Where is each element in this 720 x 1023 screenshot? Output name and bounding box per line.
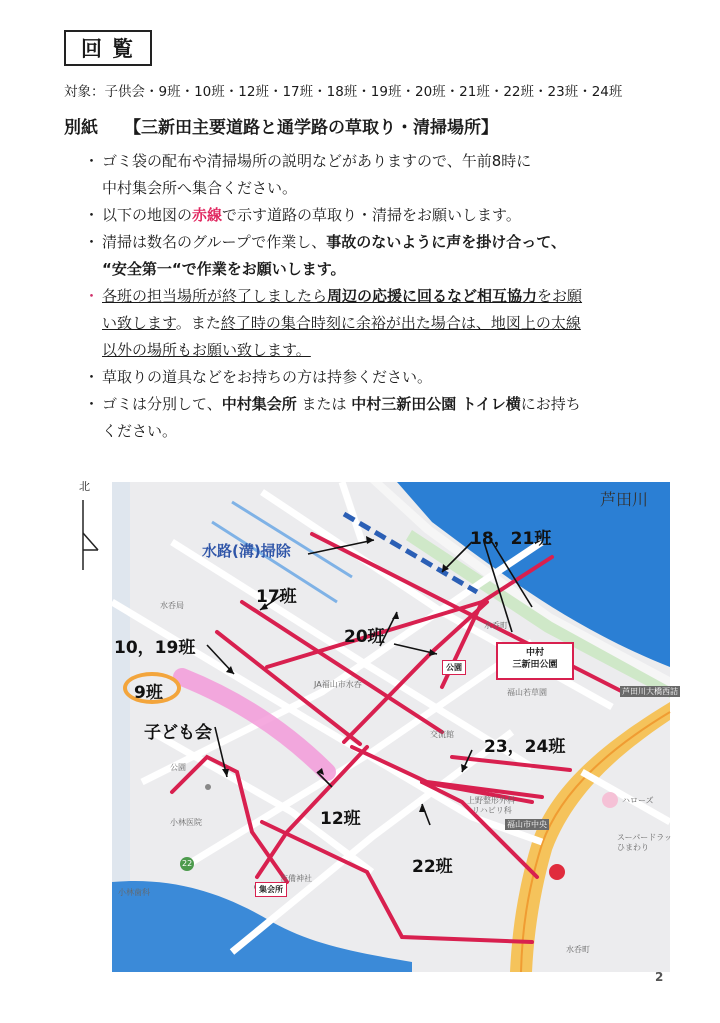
item-text: い致します — [102, 314, 176, 332]
group-20-label: 20班 — [344, 627, 385, 647]
group-22-label: 22班 — [412, 857, 453, 877]
bold-text: 周辺の応援に回るなど相互協力 — [327, 287, 538, 305]
place-label: 水呑町 — [484, 621, 508, 630]
list-item — [84, 229, 684, 256]
group-12-label: 12班 — [320, 809, 361, 829]
bullet-dot: ・ — [84, 368, 100, 386]
target-groups: 対象：子供会・9班・10班・12班・17班・18班・19班・20班・21班・22班・23班・24班 — [64, 84, 623, 100]
group-9-label: 9班 — [134, 683, 163, 703]
place-label: 福山市中央 — [507, 820, 547, 829]
item-text: ゴミは分別して、 — [102, 395, 222, 413]
list-item — [84, 391, 684, 418]
bold-text: 中村集会所 — [221, 395, 297, 413]
bullet-dot: ・ — [84, 233, 100, 251]
bullet-dot: ・ — [84, 395, 100, 413]
place-label: リハビリ科 — [472, 806, 512, 815]
place-label: 芦田川大橋西詰 — [622, 687, 678, 696]
kodomokai-label: 子ども会 — [144, 723, 212, 743]
heading-prefix: 別紙 — [64, 118, 98, 138]
waterway-label: 水路(溝)掃除 — [202, 542, 291, 560]
bullet-dot: ・ — [84, 152, 100, 170]
place-label: ハローズ — [622, 796, 654, 805]
item-text: ゴミ袋の配布や清掃場所の説明などがありますので、午前8時に — [102, 152, 532, 170]
cleaning-area-map — [112, 482, 678, 972]
red-line-text: 赤線 — [192, 206, 223, 224]
item-text: をお願 — [537, 287, 583, 305]
list-item — [84, 283, 684, 310]
item-text: 清掃は数名のグループで作業し、 — [102, 233, 327, 251]
item-text: 終了時の集合時刻に余裕が出た場合は、地図上の太線 — [220, 314, 581, 332]
item-text: または — [296, 395, 352, 413]
item-text: 中村集会所へ集合ください。 — [102, 179, 298, 197]
list-item-continuation — [84, 175, 684, 202]
place-label: 福山若草園 — [507, 688, 547, 697]
place-label: JA福山市水呑 — [314, 680, 362, 689]
list-item-continuation — [84, 418, 684, 445]
group-17-label: 17班 — [256, 587, 297, 607]
harose-marker — [602, 792, 618, 808]
group-10-19-label: 10，19班 — [114, 638, 196, 658]
item-text: 以下の地図の — [102, 206, 193, 224]
page-title — [64, 113, 498, 138]
place-label: 交流館 — [430, 730, 454, 739]
bold-text: 事故のないように声を掛け合って、 — [326, 233, 566, 251]
place-label: 小林医院 — [170, 818, 202, 827]
item-text: ください。 — [102, 422, 178, 440]
park-marker: 公園 — [442, 660, 466, 675]
place-label: スーパードラッ — [617, 833, 673, 842]
bullet-dot: ・ — [84, 206, 100, 224]
list-item — [84, 364, 684, 391]
item-text: 。また — [175, 314, 221, 332]
place-label: 小林歯科 — [118, 888, 150, 897]
place-label: 上野整形外科 — [467, 796, 515, 805]
circulation-stamp: 回覧 — [64, 30, 152, 66]
item-text: 以外の場所もお願い致します。 — [102, 341, 311, 359]
marker-dot — [205, 784, 211, 790]
instructions-list — [84, 148, 684, 445]
north-arrow — [72, 478, 102, 578]
list-item-continuation — [84, 310, 684, 337]
place-label: 水呑町 — [566, 945, 590, 954]
place-label: 水呑局 — [160, 601, 184, 610]
place-label: ひまわり — [617, 843, 649, 852]
river-label: 芦田川 — [600, 490, 649, 509]
bullet-dot: ・ — [84, 287, 100, 305]
park-box-line2: 三新田公園 — [512, 660, 558, 670]
list-item-continuation — [84, 337, 684, 364]
park-box-line1: 中村 — [525, 648, 544, 658]
list-item — [84, 148, 684, 175]
group-18-21-label: 18，21班 — [470, 529, 552, 549]
item-text: 各班の担当場所が終了しましたら — [102, 287, 328, 305]
list-item — [84, 202, 684, 229]
nakamura-park-box — [496, 642, 574, 680]
item-text: で示す道路の草取り・清掃をお願いします。 — [222, 206, 521, 224]
place-label: 吉備神社 — [280, 874, 312, 883]
page-number: 2 — [655, 970, 664, 984]
item-text: にお持ち — [520, 395, 581, 413]
meeting-hall-marker: 集会所 — [255, 882, 287, 897]
bold-text: “安全第一“で作業をお願いします。 — [102, 260, 346, 278]
group-23-24-label: 23，24班 — [484, 737, 566, 757]
red-marker — [549, 864, 565, 880]
item-text: 草取りの道具などをお持ちの方は持参ください。 — [102, 368, 433, 386]
list-item-continuation — [84, 256, 684, 283]
bold-text: 中村三新田公園 トイレ横 — [351, 395, 521, 413]
north-label: 北 — [79, 480, 90, 493]
route-number: 22 — [182, 859, 193, 868]
place-label: 公園 — [170, 763, 186, 772]
heading-title: 【三新田主要道路と通学路の草取り・清掃場所】 — [124, 118, 498, 138]
